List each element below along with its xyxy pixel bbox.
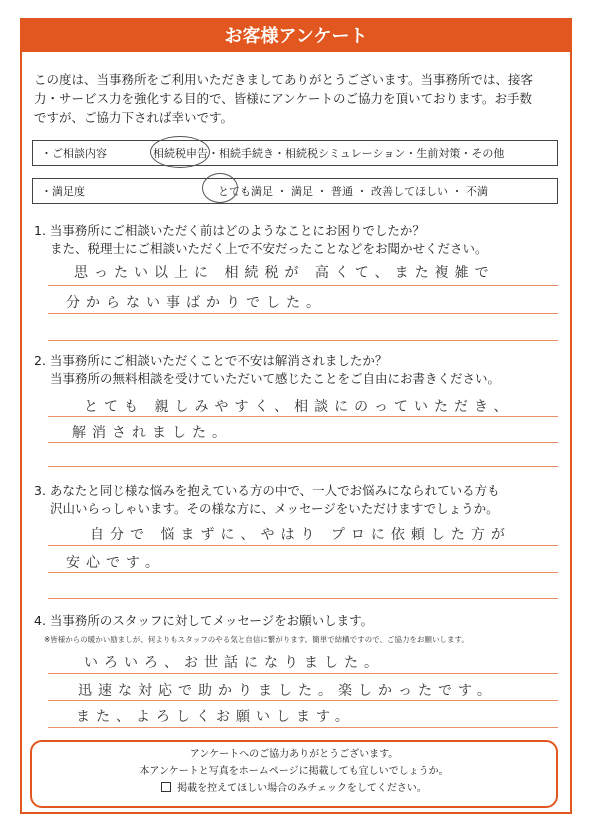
- question-1: [34, 222, 562, 258]
- staff-note: ※皆様からの暖かい励ましが、何よりもスタッフのやる気と自信に繋がります。簡単で結構ですので、ご協力をお願いします。: [44, 635, 469, 644]
- answer-handwriting: 解消されました。: [72, 425, 232, 441]
- answer-rule: [48, 416, 558, 417]
- question-text: 3. あなたと同じ様な悩みを抱えている方の中で、一人でお悩みになられている方も: [34, 483, 500, 498]
- footer-check-row: [32, 780, 556, 797]
- selected-satisfaction-mark: [202, 173, 238, 203]
- answer-rule: [48, 285, 558, 286]
- answer-rule: [48, 313, 558, 314]
- footer-thanks: アンケートへのご協力ありがとうございます。: [189, 749, 399, 760]
- footer-question: 本アンケートと写真をホームページに掲載しても宜しいでしょうか。: [139, 766, 449, 777]
- answer-rule: [48, 700, 558, 701]
- satisfaction-box: [32, 178, 558, 204]
- question-text: 4. 当事務所のスタッフに対してメッセージをお願いします。: [34, 613, 374, 628]
- publish-opt-out-checkbox[interactable]: [161, 782, 171, 792]
- answer-rule: [48, 466, 558, 467]
- intro-line: ですが、ご協力下されば幸いです。: [34, 110, 234, 125]
- answer-rule: [48, 673, 558, 674]
- question-3: [34, 482, 562, 518]
- answer-rule: [48, 545, 558, 546]
- selected-consult-mark: [150, 136, 210, 168]
- question-2: [34, 352, 562, 388]
- answer-handwriting: 迅速な対応で助かりました。楽しかったです。: [78, 683, 497, 699]
- answer-handwriting: 自分で 悩まずに、やはり プロに依頼した方が: [90, 527, 511, 543]
- survey-title: お客様アンケート: [20, 18, 572, 52]
- intro-line: 力・サービス力を強化する目的で、皆様にアンケートのご協力を頂いております。お手数: [34, 91, 533, 106]
- question-text: また、税理士にご相談いただく上で不安だったことなどをお聞かせください。: [50, 241, 488, 256]
- intro-line: この度は、当事務所をご利用いただきましてありがとうございます。当事務所では、接客: [34, 72, 534, 87]
- question-text: 当事務所の無料相談を受けていただいて感じたことをご自由にお書きください。: [50, 371, 501, 386]
- answer-rule: [48, 598, 558, 599]
- footer-check-label: 掲載を控えてほしい場合のみチェックをしてください。: [177, 783, 427, 794]
- intro-text: [34, 70, 562, 127]
- consult-label: ・ご相談内容: [41, 147, 107, 160]
- answer-handwriting: 分からない事ばかりでした。: [66, 295, 326, 311]
- question-4: [34, 612, 562, 630]
- consult-options: 相続税申告・相続手続き・相続税シミュレーション・生前対策・その他: [153, 147, 505, 160]
- satisfaction-label: ・満足度: [41, 185, 85, 198]
- answer-handwriting: いろいろ、お世話になりました。: [84, 655, 384, 671]
- question-text: 沢山いらっしゃいます。その様な方に、メッセージをいただけますでしょうか。: [50, 501, 499, 516]
- answer-handwriting: また、よろしくお願いします。: [76, 709, 355, 725]
- answer-rule: [48, 442, 558, 443]
- satisfaction-options: とても満足 ・ 満足 ・ 普通 ・ 改善してほしい ・ 不満: [218, 185, 488, 198]
- question-text: 1. 当事務所にご相談いただく前はどのようなことにお困りでしたか？: [34, 223, 425, 238]
- answer-handwriting: 安心です。: [66, 555, 165, 571]
- answer-handwriting: とても 親しみやすく、相談にのっていただき、: [84, 399, 514, 415]
- answer-rule: [48, 572, 558, 573]
- footer-box: [30, 740, 558, 808]
- answer-rule: [48, 340, 558, 341]
- consult-box: [32, 140, 558, 166]
- question-text: 2. 当事務所にご相談いただくことで不安は解消されましたか？: [34, 353, 388, 368]
- answer-rule: [48, 727, 558, 728]
- answer-handwriting: 思ったい以上に 相続税が 高くて、また複雑で: [74, 265, 495, 281]
